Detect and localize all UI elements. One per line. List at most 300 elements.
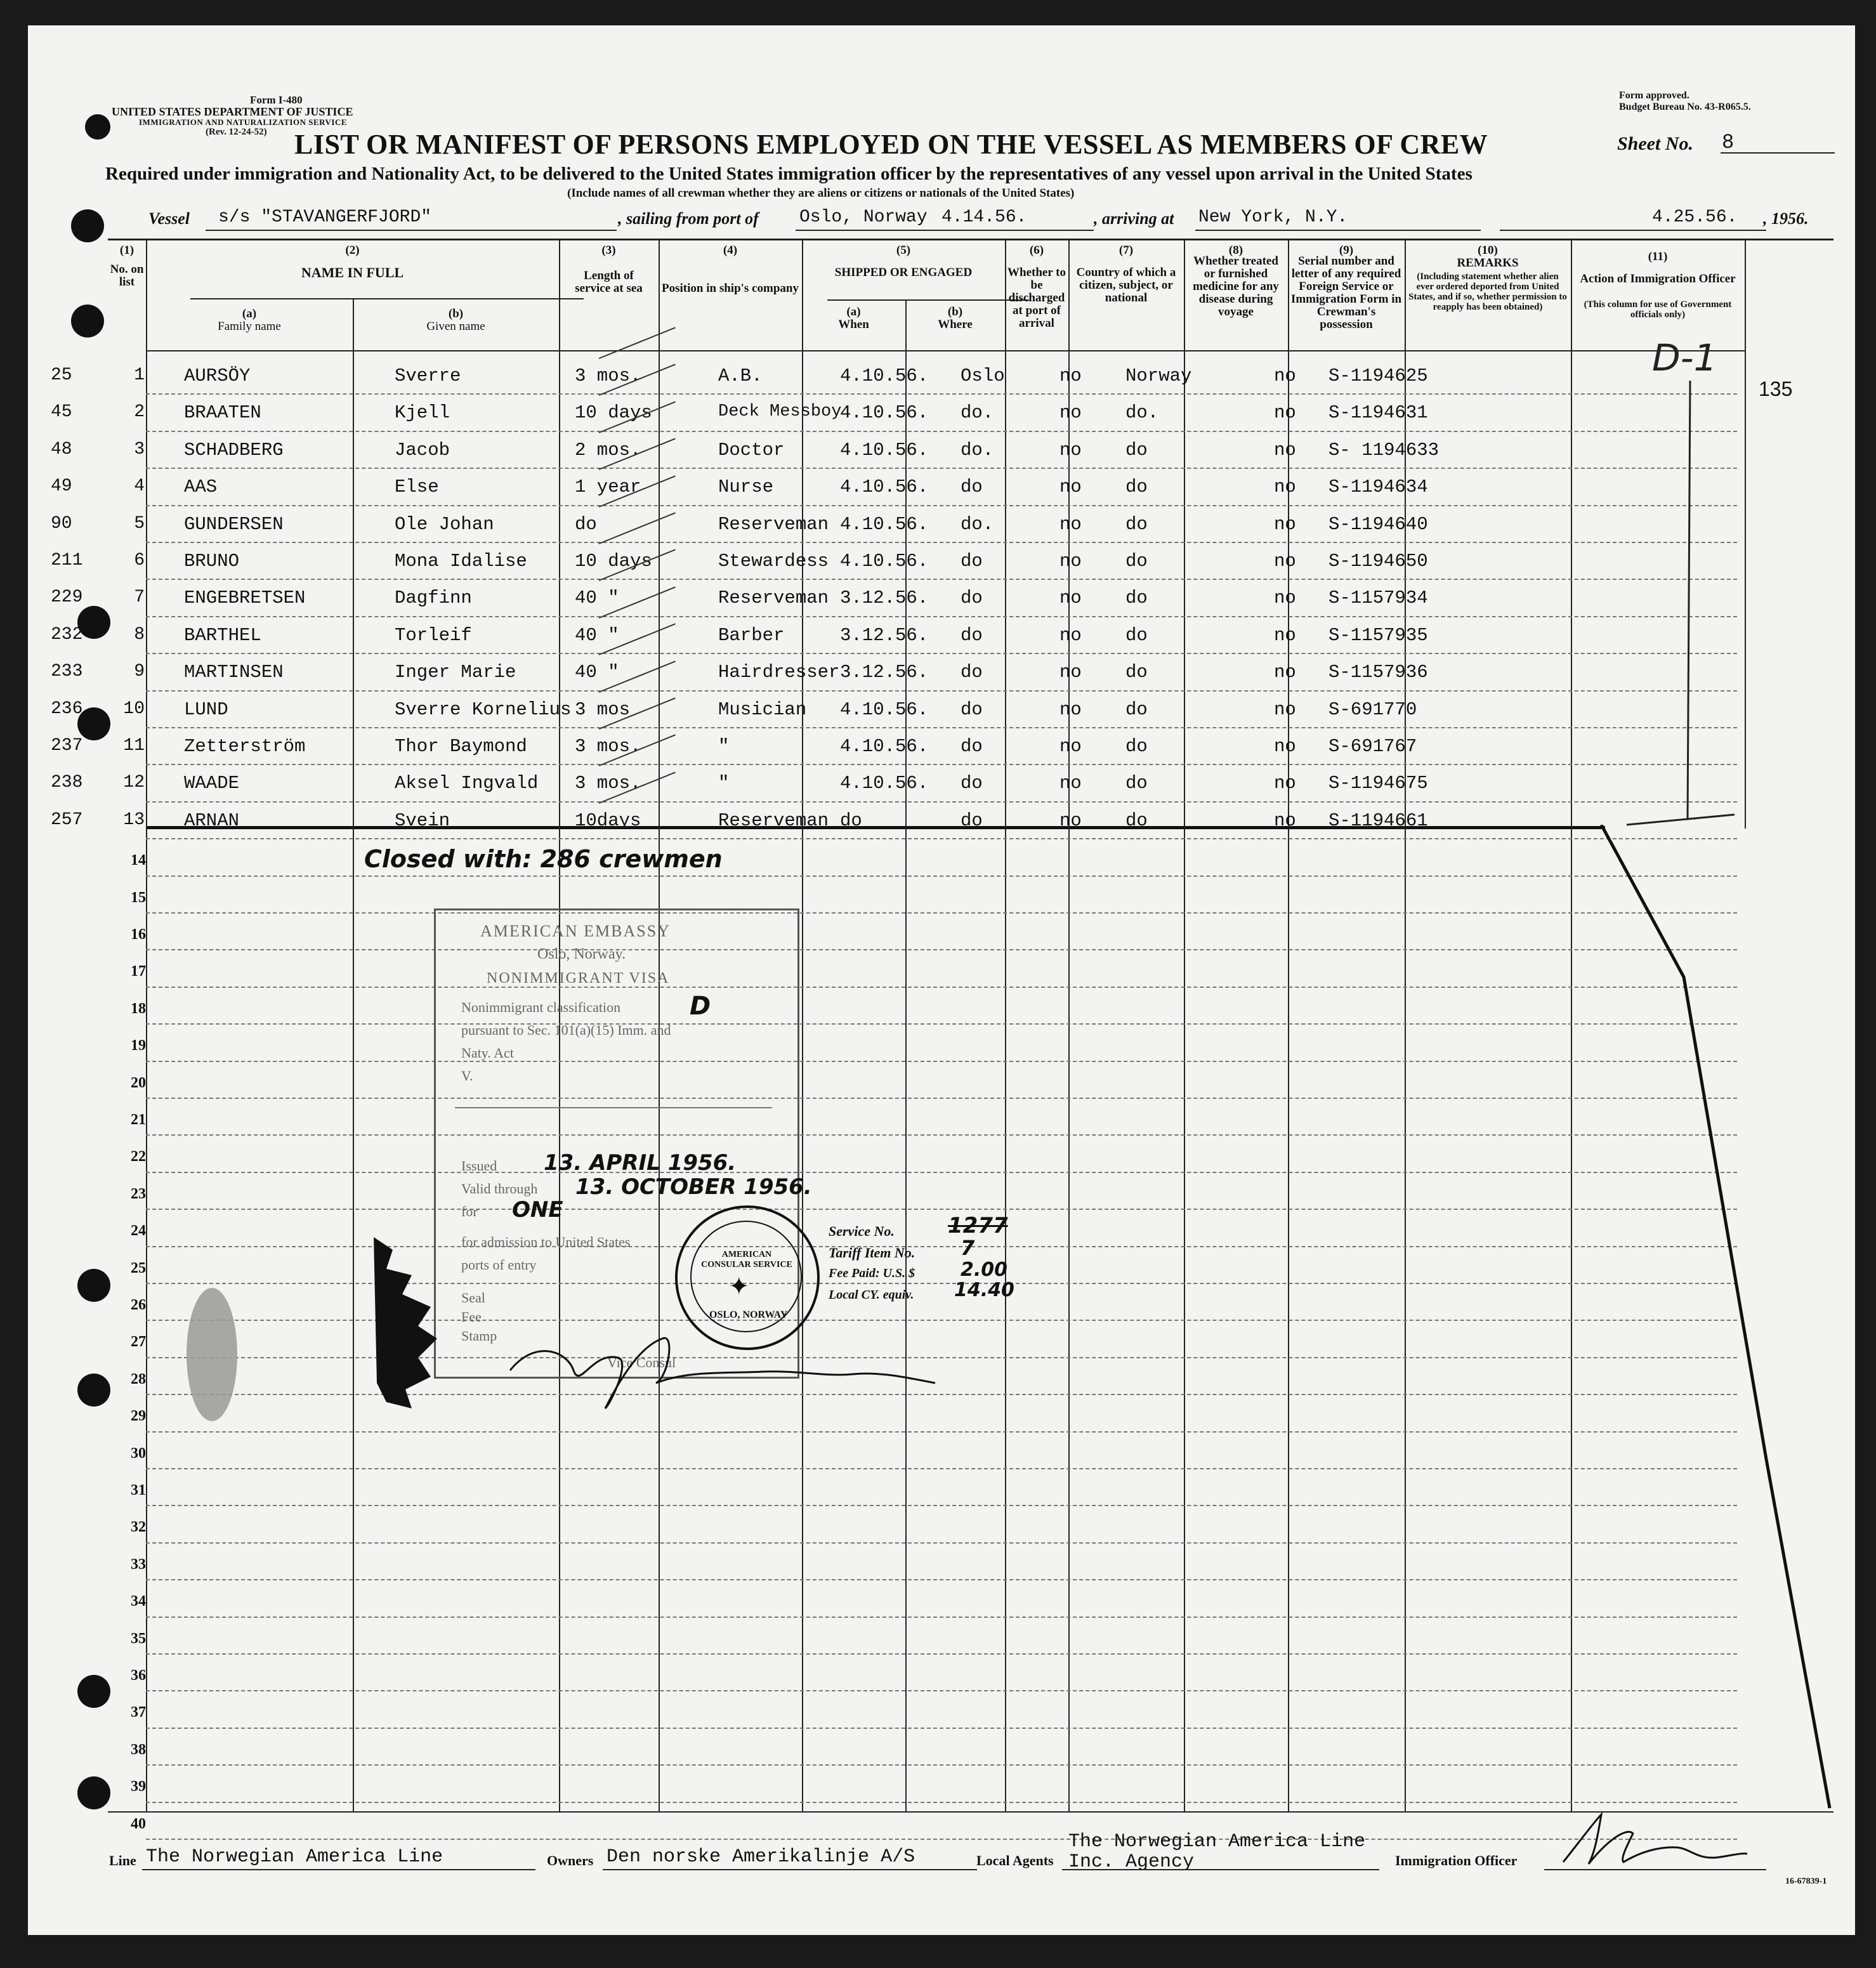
row-number: 40 (131, 1815, 146, 1832)
col2-header: NAME IN FULL (301, 265, 404, 280)
cell-serial: S-1194625 (1328, 365, 1428, 386)
row-number: 1 (134, 365, 145, 385)
cell-position: Reserveman (718, 587, 829, 609)
row-divider (146, 1690, 1737, 1691)
col-divider (1068, 239, 1070, 1812)
cell-when: 4.10.56. (840, 476, 929, 498)
cell-position: Reserveman (718, 810, 829, 831)
cell-when: 3.12.56. (840, 662, 929, 683)
fee-paid-label: Fee Paid: U.S. $ (829, 1266, 915, 1280)
col3-number: (3) (601, 244, 616, 257)
port-underline (796, 230, 1094, 231)
cell-medicine: no (1274, 365, 1296, 386)
officer-count: 135 (1759, 377, 1793, 400)
row-divider (146, 727, 1737, 728)
punch-hole (77, 1374, 110, 1407)
cell-discharged: no (1059, 773, 1082, 794)
row-number: 16 (131, 926, 146, 943)
consular-seal (675, 1205, 820, 1350)
stamp-city: Oslo, Norway. (537, 946, 626, 962)
cell-medicine: no (1274, 773, 1296, 794)
row-divider (146, 393, 1737, 395)
row-number: 21 (131, 1112, 146, 1128)
stamp-pursuant: pursuant to Sec. 101(a)(15) Imm. and (461, 1022, 671, 1038)
col2-number: (2) (345, 244, 360, 257)
stamp-valid-label: Valid through (461, 1181, 538, 1197)
col-divider (1288, 239, 1289, 1812)
cell-medicine: no (1274, 699, 1296, 720)
cell-position: Deck Messboy (718, 402, 842, 422)
cell-family: AURSÖY (184, 365, 251, 386)
service-no: 1277 (948, 1213, 1008, 1238)
cell-country: do (1125, 773, 1148, 794)
col4-number: (4) (723, 244, 738, 257)
agents-label: Local Agents (976, 1853, 1054, 1868)
row-prefix: 90 (51, 513, 72, 534)
print-code: 16-67839-1 (1785, 1877, 1827, 1886)
row-divider (146, 1134, 1737, 1136)
vessel-name: s/s "STAVANGERFJORD" (218, 207, 432, 227)
arrival-underline (1500, 230, 1766, 231)
cell-where: do (961, 773, 983, 794)
cell-discharged: no (1059, 439, 1082, 461)
cell-discharged: no (1059, 513, 1082, 535)
row-number: 7 (134, 587, 145, 608)
cell-where: do (961, 476, 983, 498)
col2a-number: (a) (242, 307, 257, 320)
cell-when: 4.10.56. (840, 551, 929, 572)
row-divider (146, 616, 1737, 617)
col9-header: Serial number and letter of any required Foreign Service or Immigration Form in Crewman's possession (1290, 254, 1402, 331)
cell-length: 2 mos. (575, 439, 641, 461)
col-divider (1571, 239, 1572, 1812)
cell-serial: S-1194661 (1328, 810, 1428, 831)
col2a-header: Family name (218, 320, 281, 333)
stamp-classification: Nonimmigrant classification (461, 999, 621, 1015)
punch-hole (71, 209, 104, 242)
row-number: 22 (131, 1148, 146, 1165)
cell-length: 40 " (575, 662, 619, 683)
page-title: LIST OR MANIFEST OF PERSONS EMPLOYED ON THE VESSEL AS MEMBERS OF CREW (294, 129, 1488, 160)
row-number: 26 (131, 1297, 146, 1313)
officer-mark: D-1 (1652, 336, 1717, 379)
cell-where: do (961, 810, 983, 831)
cell-country: do (1125, 513, 1148, 535)
cell-medicine: no (1274, 402, 1296, 424)
line-label: Line (109, 1853, 136, 1868)
officer-label: Immigration Officer (1395, 1853, 1518, 1868)
owners-underline (603, 1869, 977, 1870)
row-divider (146, 1098, 1737, 1099)
col-divider (1184, 239, 1185, 1812)
row-divider (146, 505, 1737, 506)
cell-family: WAADE (184, 773, 240, 794)
cell-given: Svein (395, 810, 450, 831)
row-number: 9 (134, 662, 145, 682)
cell-length: 10 days (575, 402, 652, 424)
row-number: 5 (134, 513, 145, 534)
cell-family: BARTHEL (184, 624, 261, 646)
stamp-seal: Seal (461, 1290, 485, 1306)
col10-number: (10) (1478, 244, 1498, 257)
cell-family: MARTINSEN (184, 662, 284, 683)
cell-serial: S-1194631 (1328, 402, 1428, 424)
closed-note: Closed with: 286 crewmen (364, 845, 723, 873)
cell-when: 4.10.56. (840, 513, 929, 535)
header-bottom-border (146, 350, 1745, 351)
cell-medicine: no (1274, 587, 1296, 609)
cell-country: do (1125, 736, 1148, 757)
consular-seal-top-text: AMERICAN CONSULAR SERVICE (701, 1250, 792, 1269)
cell-medicine: no (1274, 736, 1296, 757)
col5a-number: (a) (846, 305, 861, 318)
punch-hole (77, 1269, 110, 1302)
col-divider (353, 299, 354, 1812)
row-number: 24 (131, 1223, 146, 1240)
cell-discharged: no (1059, 402, 1082, 424)
row-divider (146, 838, 1737, 839)
vessel-underline (206, 230, 617, 231)
cell-length: 3 mos. (575, 736, 641, 757)
length-slash (599, 512, 676, 544)
row-divider (146, 1802, 1737, 1803)
line-value: The Norwegian America Line (146, 1846, 443, 1868)
row-number: 38 (131, 1741, 146, 1758)
cell-medicine: no (1274, 439, 1296, 461)
cell-given: Ole Johan (395, 513, 494, 535)
row-number: 36 (131, 1667, 146, 1684)
cell-length: 3 mos. (575, 365, 641, 386)
row-number: 8 (134, 624, 145, 645)
row-divider (146, 1431, 1737, 1433)
row-prefix: 229 (51, 587, 83, 608)
row-prefix: 45 (51, 402, 72, 423)
cell-when: 4.10.56. (840, 699, 929, 720)
tariff-value: 7 (961, 1236, 975, 1260)
form-number: Form I-480 (250, 94, 303, 106)
col5a-header: When (838, 318, 869, 331)
row-divider (146, 912, 1737, 914)
cell-discharged: no (1059, 624, 1082, 646)
row-number: 13 (123, 810, 145, 830)
stamp-consul: Vice Consul (607, 1355, 676, 1370)
row-number: 3 (134, 439, 145, 459)
cell-length: 10days (575, 810, 641, 831)
row-number: 19 (131, 1037, 146, 1054)
eagle-icon: ✦ (728, 1272, 750, 1301)
row-number: 20 (131, 1074, 146, 1091)
cell-discharged: no (1059, 810, 1082, 831)
sheet-label: Sheet No. (1617, 133, 1693, 154)
row-divider (146, 949, 1737, 950)
col2b-header: Given name (426, 320, 485, 333)
col9-number: (9) (1339, 244, 1354, 257)
cell-serial: S-1157934 (1328, 587, 1428, 609)
department: UNITED STATES DEPARTMENT OF JUSTICE (112, 105, 353, 118)
stamp-ports: ports of entry (461, 1257, 537, 1273)
row-divider (146, 1653, 1737, 1655)
cell-given: Else (395, 476, 439, 498)
cell-family: BRUNO (184, 551, 240, 572)
cell-length: do (575, 513, 597, 535)
cell-discharged: no (1059, 736, 1082, 757)
row-prefix: 25 (51, 365, 72, 385)
cell-serial: S-1194634 (1328, 476, 1428, 498)
cell-medicine: no (1274, 513, 1296, 535)
cell-length: 3 mos. (575, 773, 641, 794)
cell-when: 3.12.56. (840, 587, 929, 609)
col11-subheader: (This column for use of Government officials only) (1584, 299, 1732, 320)
row-divider (146, 690, 1737, 692)
arriving-label: , arriving at (1094, 209, 1174, 228)
row-number: 34 (131, 1593, 146, 1610)
tariff-label: Tariff Item No. (829, 1245, 915, 1261)
row-divider (146, 579, 1737, 580)
col-divider (146, 239, 147, 1812)
stamp-valid: 13. OCTOBER 1956. (575, 1174, 812, 1200)
arrival-date: 4.25.56. (1652, 207, 1738, 227)
row-number: 25 (131, 1259, 146, 1276)
cell-country: do (1125, 476, 1148, 498)
row-divider (146, 1209, 1737, 1210)
embossed-seal-icon (348, 1231, 456, 1421)
cell-country: do. (1125, 402, 1159, 424)
punch-hole (85, 114, 110, 140)
cell-family: Zetterström (184, 736, 306, 757)
arriving-port: New York, N.Y. (1198, 207, 1348, 227)
grey-seal-icon (177, 1282, 247, 1427)
stamp-fee: Fee (461, 1309, 482, 1325)
stamp-visa-type: NONIMMIGRANT VISA (487, 970, 670, 987)
row-prefix: 236 (51, 699, 83, 719)
cell-serial: S-1157935 (1328, 624, 1428, 646)
row-divider (146, 1579, 1737, 1580)
stamp-issued-label: Issued (461, 1158, 497, 1174)
cell-position: Reserveman (718, 513, 829, 535)
cell-country: do (1125, 587, 1148, 609)
cell-serial: S-1194640 (1328, 513, 1428, 535)
cell-serial: S-691770 (1328, 699, 1417, 720)
row-divider (146, 542, 1737, 543)
cell-position: " (718, 736, 730, 757)
stamp-act: Naty. Act (461, 1045, 514, 1061)
cell-medicine: no (1274, 662, 1296, 683)
cell-family: SCHADBERG (184, 439, 284, 461)
cell-where: do (961, 624, 983, 646)
officer-signature (1551, 1808, 1754, 1872)
sheet-number-line (1721, 152, 1835, 154)
cell-country: do (1125, 439, 1148, 461)
year: , 1956. (1763, 209, 1809, 228)
row-divider (146, 1617, 1737, 1618)
cell-position: Nurse (718, 476, 774, 498)
row-number: 30 (131, 1445, 146, 1462)
col8-header: Whether treated or furnished medicine for any disease during voyage (1193, 254, 1279, 318)
subtitle: Required under immigration and Nationality Act, to be delivered to the United States immigration officer by the representatives of any vessel upon arrival in the United States (105, 164, 1473, 184)
row-prefix: 232 (51, 624, 83, 645)
cell-position: Stewardess (718, 551, 829, 572)
cell-discharged: no (1059, 365, 1082, 386)
col10-subheader: (Including statement whether alien ever ordered deported from United States, and if so, whether permission to reapply has been obtained) (1408, 272, 1567, 312)
cell-length: 40 " (575, 587, 619, 609)
stamp-stamp: Stamp (461, 1328, 497, 1344)
row-divider (146, 653, 1737, 654)
cell-where: do. (961, 439, 994, 461)
cell-when: do (840, 810, 862, 831)
row-number: 12 (123, 773, 145, 793)
col5b-number: (b) (947, 305, 963, 318)
row-prefix: 48 (51, 439, 72, 459)
name-sub-border (190, 298, 584, 299)
cell-where: do. (961, 513, 994, 535)
col6-header: Whether to be discharged at port of arrival (1007, 266, 1066, 330)
cell-medicine: no (1274, 476, 1296, 498)
col7-header: Country of which a citizen, subject, or national (1076, 266, 1176, 305)
cell-where: Oslo (961, 365, 1005, 386)
col-divider (1005, 239, 1006, 1812)
cell-when: 4.10.56. (840, 439, 929, 461)
cell-where: do (961, 551, 983, 572)
cell-family: ARNAN (184, 810, 240, 831)
col11-number: (11) (1648, 250, 1668, 263)
col5-number: (5) (896, 244, 911, 257)
cell-country: do (1125, 810, 1148, 831)
cell-given: Jacob (395, 439, 450, 461)
col-divider (1405, 239, 1406, 1812)
stamp-admission: for admission to United States (461, 1234, 631, 1250)
cell-discharged: no (1059, 551, 1082, 572)
row-number: 32 (131, 1519, 146, 1536)
service: IMMIGRATION AND NATURALIZATION SERVICE (139, 117, 348, 127)
cell-serial: S-691767 (1328, 736, 1417, 757)
col-divider (802, 239, 803, 1812)
cell-length: 3 mos (575, 699, 631, 720)
row-divider (146, 1542, 1737, 1544)
row-number: 23 (131, 1185, 146, 1202)
cell-where: do (961, 736, 983, 757)
arriving-underline (1195, 230, 1481, 231)
row-number: 4 (134, 476, 145, 497)
cell-country: Norway (1125, 365, 1192, 386)
row-prefix: 237 (51, 736, 83, 756)
cell-country: do (1125, 662, 1148, 683)
cell-where: do (961, 699, 983, 720)
strike-out-line (1576, 825, 1842, 1814)
cell-position: Hairdresser (718, 662, 840, 683)
cell-family: LUND (184, 699, 228, 720)
cell-when: 4.10.56. (840, 773, 929, 794)
row-divider (146, 1061, 1737, 1062)
vessel-label: Vessel (148, 209, 190, 228)
row-divider (146, 1764, 1737, 1766)
row-number: 2 (134, 402, 145, 423)
cell-position: Musician (718, 699, 807, 720)
row-number: 37 (131, 1704, 146, 1721)
cell-given: Torleif (395, 624, 472, 646)
cell-country: do (1125, 551, 1148, 572)
agents-underline (1062, 1869, 1379, 1870)
col11-header: Action of Immigration Officer (1580, 272, 1736, 285)
cell-position: Barber (718, 624, 785, 646)
form-approved: Form approved. (1619, 90, 1689, 101)
cell-family: BRAATEN (184, 402, 261, 424)
cell-discharged: no (1059, 662, 1082, 683)
cell-when: 4.10.56. (840, 402, 929, 424)
row-number: 10 (123, 699, 145, 719)
row-divider (146, 1505, 1737, 1506)
cell-discharged: no (1059, 476, 1082, 498)
row-divider (146, 1023, 1737, 1025)
cell-family: GUNDERSEN (184, 513, 284, 535)
cell-medicine: no (1274, 810, 1296, 831)
row-number: 6 (134, 551, 145, 570)
cell-length: 1 year (575, 476, 641, 498)
stamp-embassy: AMERICAN EMBASSY (480, 922, 671, 940)
col2b-number: (b) (448, 307, 464, 320)
stamp-v: V. (461, 1068, 473, 1084)
line-underline (142, 1869, 535, 1870)
cell-given: Inger Marie (395, 662, 516, 683)
cell-given: Sverre (395, 365, 461, 386)
row-number: 33 (131, 1556, 146, 1573)
row-number: 28 (131, 1370, 146, 1387)
cell-when: 4.10.56. (840, 365, 929, 386)
row-number: 15 (131, 889, 146, 906)
col3-header: Length of service at sea (575, 269, 643, 295)
row-divider (146, 1468, 1737, 1469)
row-number: 27 (131, 1334, 146, 1351)
row-number: 18 (131, 1000, 146, 1017)
row-number: 14 (131, 852, 146, 869)
sailing-date: 4.14.56. (941, 207, 1027, 227)
stamp-for-value: ONE (512, 1197, 563, 1223)
officer-bracket (1614, 381, 1754, 837)
cell-where: do. (961, 402, 994, 424)
row-number: 39 (131, 1778, 146, 1795)
cell-serial: S- 1194633 (1328, 439, 1440, 461)
col10-header: REMARKS (1457, 256, 1519, 270)
length-slash (599, 327, 676, 359)
row-divider (146, 801, 1737, 803)
punch-hole (77, 1776, 110, 1809)
row-prefix: 211 (51, 551, 83, 570)
include-note: (Include names of all crewman whether they are aliens or citizens or nationals of the United States) (567, 187, 1075, 200)
row-divider (146, 1839, 1737, 1840)
row-divider (146, 1728, 1737, 1729)
cell-given: Dagfinn (395, 587, 472, 609)
row-divider (146, 876, 1737, 877)
budget-bureau: Budget Bureau No. 43-R065.5. (1619, 102, 1751, 112)
sheet-number: 8 (1722, 131, 1735, 154)
cell-where: do (961, 662, 983, 683)
cell-given: Kjell (395, 402, 450, 424)
port-of-sailing: Oslo, Norway (799, 207, 928, 227)
punch-hole (77, 1675, 110, 1708)
cell-serial: S-1157936 (1328, 662, 1428, 683)
cell-country: do (1125, 699, 1148, 720)
row-prefix: 233 (51, 662, 83, 682)
service-no-label: Service No. (829, 1223, 895, 1239)
cell-given: Mona Idalise (395, 551, 527, 572)
row-divider (146, 468, 1737, 469)
cell-when: 3.12.56. (840, 624, 929, 646)
fee-paid: 2.00 (961, 1259, 1008, 1281)
cell-discharged: no (1059, 699, 1082, 720)
row-number: 35 (131, 1630, 146, 1647)
col7-number: (7) (1118, 244, 1134, 257)
cell-length: 40 " (575, 624, 619, 646)
owners-value: Den norske Amerikalinje A/S (607, 1846, 915, 1868)
